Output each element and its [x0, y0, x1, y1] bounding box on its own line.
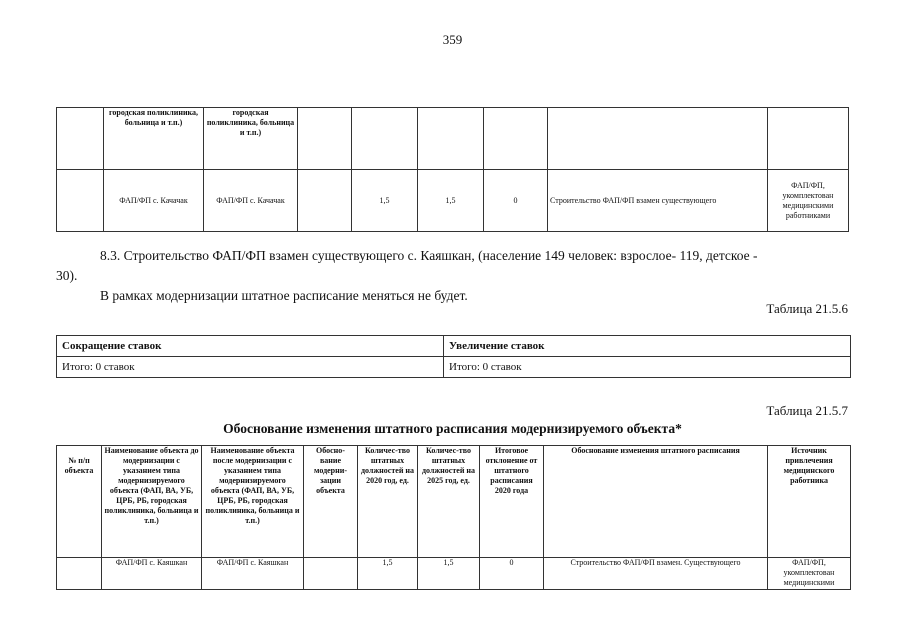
cell-source: ФАП/ФП, укомплектован медицинскими работниками: [768, 170, 849, 232]
section-line-1: 8.3. Строительство ФАП/ФП взамен существующего с. Каяшкан, (население 149 человек: взрослое- 119, детское -: [100, 248, 758, 263]
cell-deviation: 0: [480, 558, 544, 590]
rates-table: [56, 335, 851, 378]
header-staff-2025: Количес-тво штатных должностей на 2025 год, ед.: [418, 446, 480, 558]
total-increase: Итого: 0 ставок: [444, 357, 851, 378]
header-source: Источник привлечения медицинского работника: [768, 446, 851, 558]
cell: [298, 170, 352, 232]
cell-justification: Строительство ФАП/ФП взамен существующего: [548, 170, 768, 232]
cell: [548, 108, 768, 170]
cell-modernization-reason: [304, 558, 358, 590]
cell-staff-2025: 1,5: [418, 558, 480, 590]
section-line-2: 30).: [56, 268, 78, 283]
cell-number: [57, 558, 102, 590]
page-number: 359: [442, 32, 463, 47]
cell-source: ФАП/ФП, укомплектован медицинскими: [768, 558, 851, 590]
cell-staff-2025: 1,5: [418, 170, 484, 232]
cell: [57, 170, 104, 232]
cell: [768, 108, 849, 170]
header-staff-2020: Количес-тво штатных должностей на 2020 год, ед.: [358, 446, 418, 558]
header-justification: Обоснование изменения штатного расписания: [544, 446, 768, 558]
cell: [57, 108, 104, 170]
cell-object-before: ФАП/ФП с. Каяшкан: [102, 558, 202, 590]
header-reduction: Сокращение ставок: [57, 336, 444, 357]
header-object-after: Наименование объекта после модернизации с указанием типа модернизируемого объекта (ФАП, ВА, УБ, ЦРБ, РБ, городская поликлиника, больница и т.п.): [202, 446, 304, 558]
cell-deviation: 0: [484, 170, 548, 232]
cell: [352, 108, 418, 170]
cell: [298, 108, 352, 170]
cell-object-after: ФАП/ФП с. Качачак: [204, 170, 298, 232]
justification-table: [56, 445, 851, 590]
cell-staff-2020: 1,5: [352, 170, 418, 232]
top-continuation-table: [56, 107, 849, 232]
cell: [418, 108, 484, 170]
header-deviation: Итоговое отклонение от штатного расписания 2020 года: [480, 446, 544, 558]
header-modernization-reason: Обосно-вание модерни-зации объекта: [304, 446, 358, 558]
table-caption-21-5-7: Таблица 21.5.7: [766, 403, 848, 418]
table-title: Обоснование изменения штатного расписания модернизируемого объекта*: [223, 421, 682, 436]
cell-object-after: ФАП/ФП с. Каяшкан: [202, 558, 304, 590]
cell-object-after-type: городская поликлиника, больница и т.п.): [204, 108, 298, 170]
cell-object-before: ФАП/ФП с. Качачак: [104, 170, 204, 232]
total-reduction: Итого: 0 ставок: [57, 357, 444, 378]
header-increase: Увеличение ставок: [444, 336, 851, 357]
cell-justification: Строительство ФАП/ФП взамен. Существующего: [544, 558, 768, 590]
cell-staff-2020: 1,5: [358, 558, 418, 590]
header-number: № п/п объекта: [57, 446, 102, 558]
cell-object-before-type: городская поликлиника, больница и т.п.): [104, 108, 204, 170]
section-paragraph: [56, 246, 856, 306]
header-object-before: Наименование объекта до модернизации с указанием типа модернизируемого объекта (ФАП, ВА, УБ, ЦРБ, РБ, городская поликлиника, больница и т.п.): [102, 446, 202, 558]
section-line-3: В рамках модернизации штатное расписание меняться не будет.: [100, 288, 468, 303]
cell: [484, 108, 548, 170]
table-caption-21-5-6: Таблица 21.5.6: [766, 301, 848, 316]
